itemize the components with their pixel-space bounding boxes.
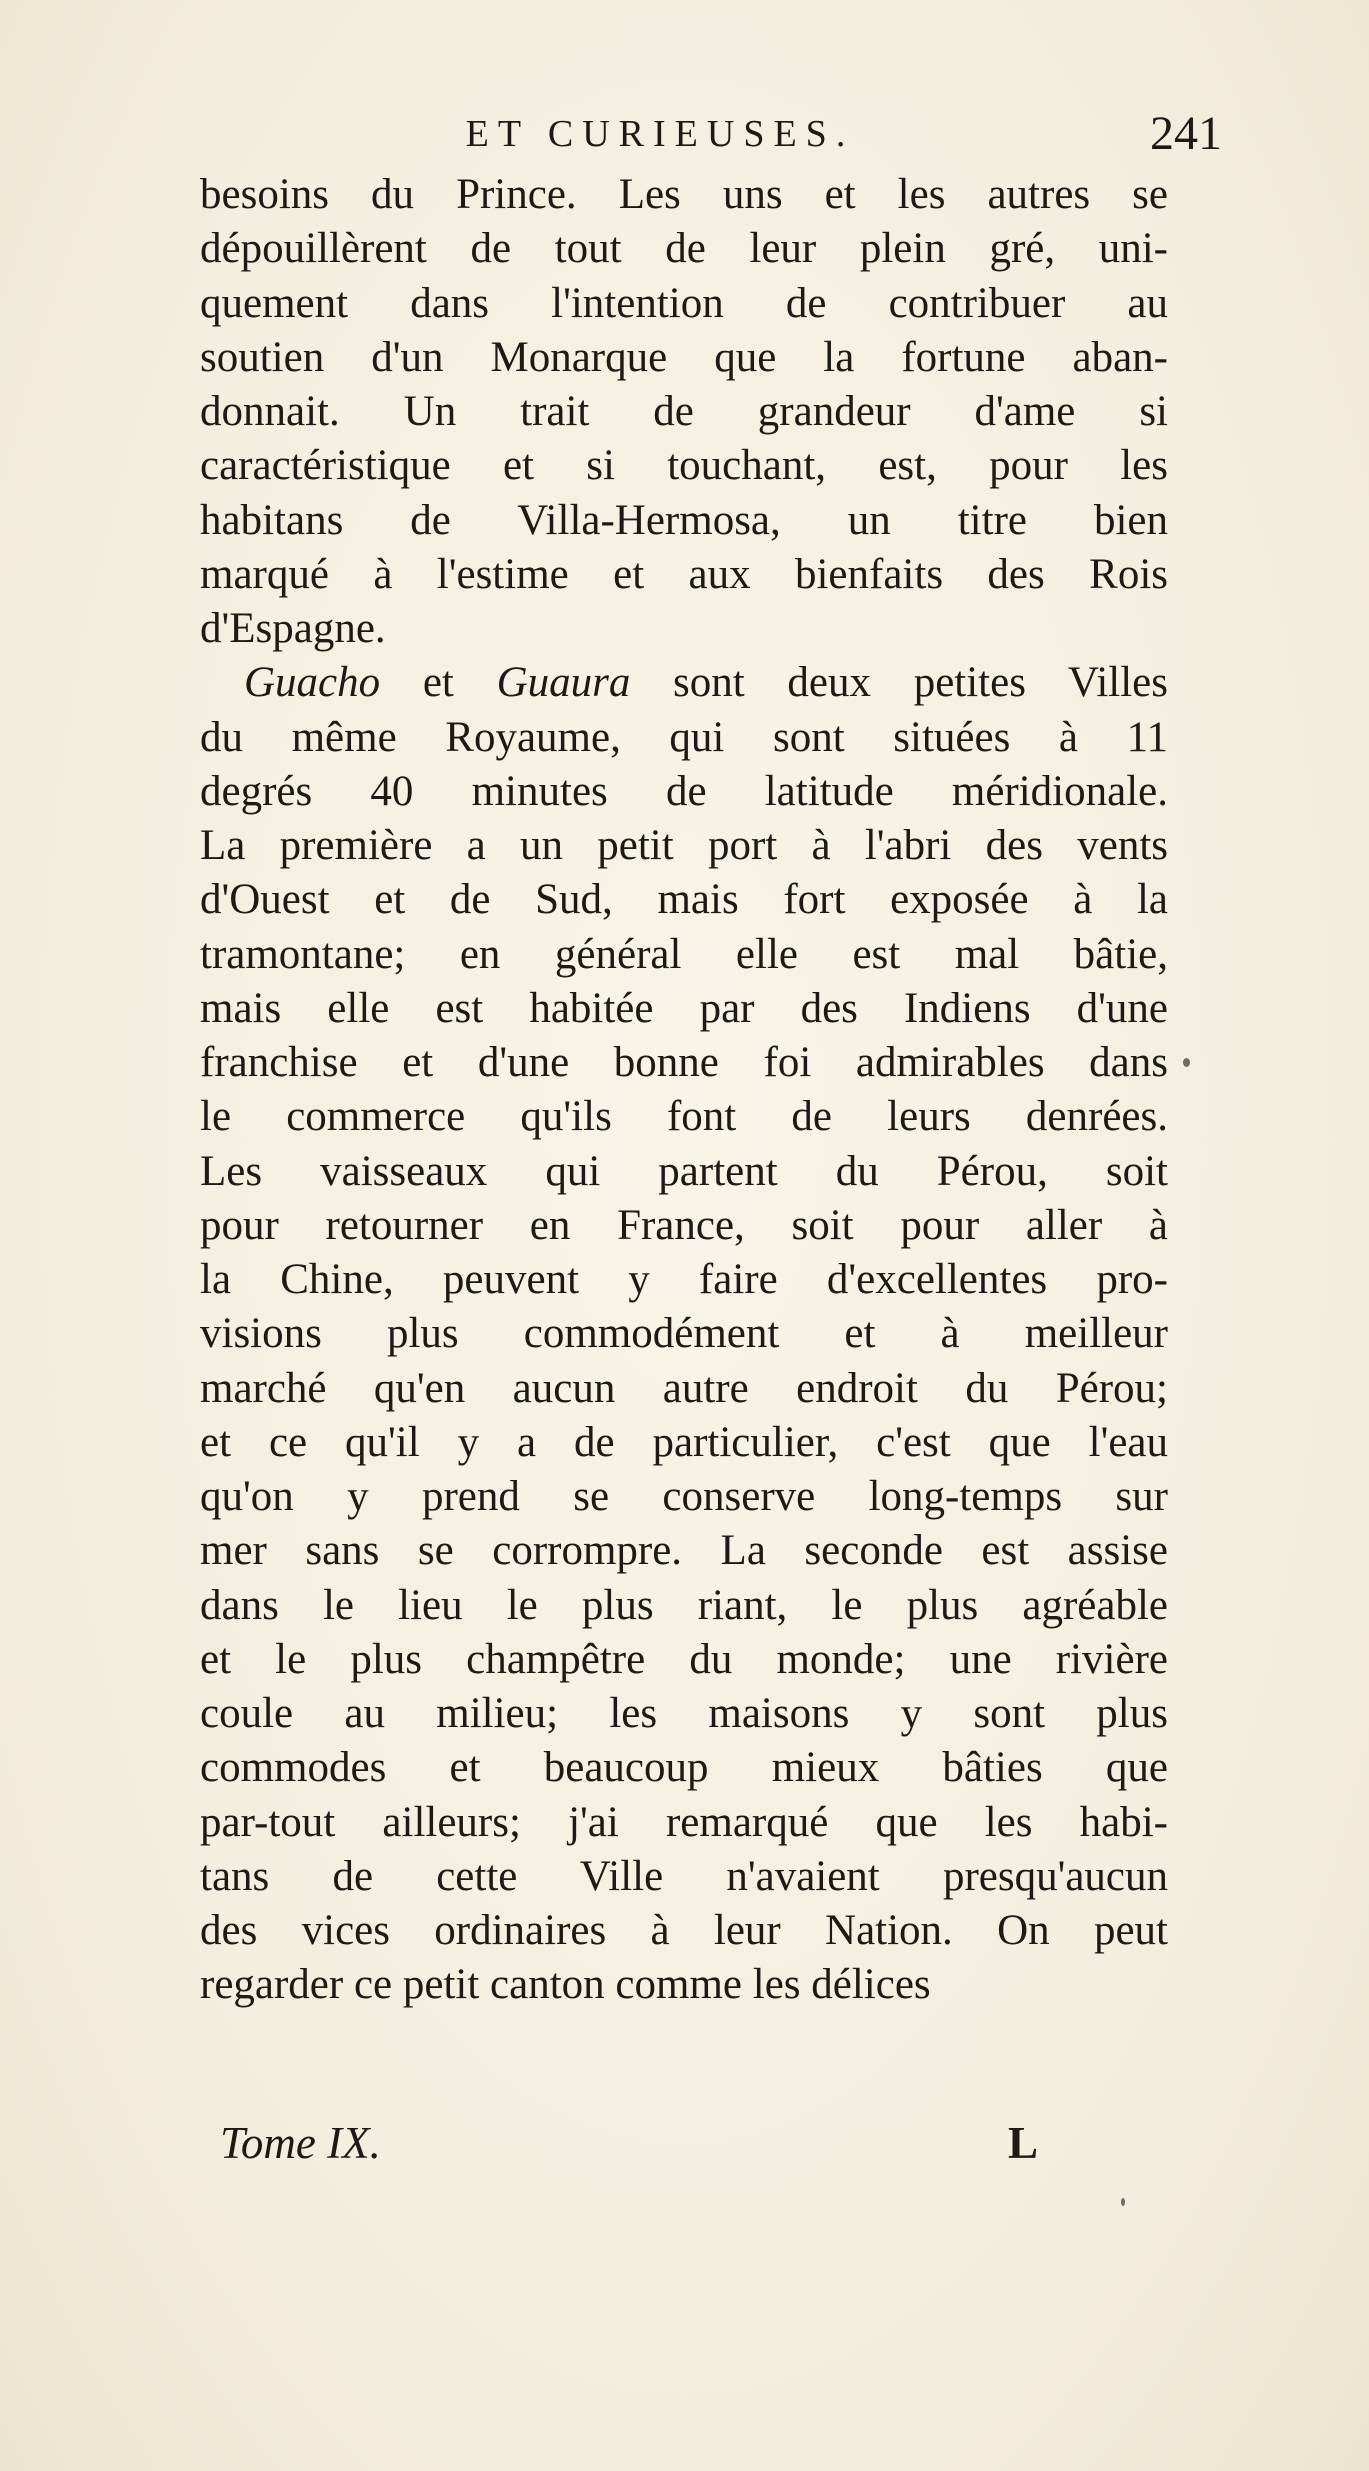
paper-speck — [1183, 1058, 1190, 1067]
text-segment: regarder ce petit canton comme les délices — [200, 1961, 931, 2009]
paper-speck — [1121, 2198, 1125, 2206]
text-line — [200, 819, 1168, 873]
text-segment: du même Royaume, qui sont situées à 11 — [200, 713, 1168, 761]
text-segment: tramontane; en général elle est mal bâtie, — [200, 930, 1168, 978]
text-line — [200, 1470, 1168, 1524]
text-segment: et le plus champêtre du monde; une rivière — [200, 1635, 1168, 1683]
text-line — [200, 1253, 1168, 1307]
text-line — [200, 168, 1168, 222]
text-line — [200, 1036, 1168, 1090]
text-segment: et ce qu'il y a de particulier, c'est que l'eau — [200, 1418, 1168, 1466]
text-line — [200, 1199, 1168, 1253]
text-line — [200, 711, 1168, 765]
text-line — [200, 1633, 1168, 1687]
text-segment: dépouillèrent de tout de leur plein gré, uni- — [200, 225, 1168, 273]
text-line — [200, 765, 1168, 819]
text-line — [200, 982, 1168, 1036]
text-segment: Les vaisseaux qui partent du Pérou, soit — [200, 1147, 1168, 1195]
running-head: ET CURIEUSES. — [465, 113, 855, 155]
text-line — [200, 1416, 1168, 1470]
text-segment: caractéristique et si touchant, est, pour les — [200, 442, 1168, 490]
text-segment: La première a un petit port à l'abri des vents — [200, 822, 1168, 869]
text-line — [200, 1850, 1168, 1904]
text-segment: d'Espagne. — [200, 605, 386, 652]
text-line — [200, 1904, 1168, 1958]
text-segment: le commerce qu'ils font de leurs denrées. — [200, 1093, 1168, 1141]
text-segment: degrés 40 minutes de latitude méridionale. — [200, 767, 1168, 815]
page-number: 241 — [1150, 107, 1222, 160]
text-segment: donnait. Un trait de grandeur d'ame si — [200, 388, 1168, 435]
text-segment: mer sans se corrompre. La seconde est assise — [200, 1527, 1168, 1575]
text-segment: soutien d'un Monarque que la fortune aban- — [200, 333, 1168, 381]
text-line — [200, 1958, 1168, 2012]
text-line — [200, 602, 1168, 656]
italic-place-name: Guacho — [244, 659, 381, 707]
volume-label: Tome IX. — [220, 2118, 381, 2168]
text-line — [200, 1090, 1168, 1144]
text-segment: tans de cette Ville n'avaient presqu'aucun — [200, 1852, 1168, 1900]
text-segment: pour retourner en France, soit pour aller à — [200, 1201, 1168, 1249]
text-line — [200, 1524, 1168, 1578]
text-segment: par-tout ailleurs; j'ai remarqué que les habi- — [200, 1798, 1168, 1846]
text-segment: la Chine, peuvent y faire d'excellentes pro- — [200, 1256, 1168, 1303]
page-footer — [200, 2117, 1168, 2177]
text-segment: quement dans l'intention de contribuer au — [200, 279, 1168, 327]
text-line — [200, 331, 1168, 385]
text-segment: qu'on y prend se conserve long-temps sur — [200, 1473, 1168, 1520]
text-segment: d'Ouest et de Sud, mais fort exposée à la — [200, 876, 1168, 924]
text-segment: franchise et d'une bonne foi admirables dans — [200, 1039, 1168, 1086]
text-line — [200, 1362, 1168, 1416]
text-line — [200, 277, 1168, 331]
text-line — [200, 439, 1168, 493]
text-segment: habitans de Villa-Hermosa, un titre bien — [200, 496, 1168, 544]
text-segment: marqué à l'estime et aux bienfaits des Rois — [200, 550, 1168, 598]
text-line — [200, 1145, 1168, 1199]
text-line — [200, 928, 1168, 982]
text-segment: dans le lieu le plus riant, le plus agréable — [200, 1581, 1168, 1629]
text-line — [200, 656, 1168, 710]
text-line — [200, 494, 1168, 548]
italic-place-name: Guaura — [496, 659, 631, 707]
text-line — [200, 385, 1168, 439]
text-line — [200, 1687, 1168, 1741]
text-segment: coule au milieu; les maisons y sont plus — [200, 1690, 1168, 1737]
text-segment: besoins du Prince. Les uns et les autres se — [200, 171, 1168, 218]
text-line — [200, 548, 1168, 602]
text-segment: visions plus commodément et à meilleur — [200, 1310, 1168, 1358]
text-segment: commodes et beaucoup mieux bâties que — [200, 1744, 1168, 1792]
text-line — [200, 873, 1168, 927]
text-line — [200, 1796, 1168, 1850]
text-segment: des vices ordinaires à leur Nation. On peut — [200, 1907, 1168, 1954]
text-line — [200, 1307, 1168, 1361]
text-segment: et — [380, 659, 497, 707]
text-line — [200, 222, 1168, 276]
text-segment: marché qu'en aucun autre endroit du Pérou; — [200, 1364, 1168, 1412]
text-segment: mais elle est habitée par des Indiens d'une — [200, 984, 1168, 1032]
text-line — [200, 1579, 1168, 1633]
body-text — [200, 168, 1168, 2013]
text-line — [200, 1741, 1168, 1795]
text-segment: sont deux petites Villes — [630, 659, 1168, 707]
signature-mark: L — [1008, 2118, 1039, 2168]
